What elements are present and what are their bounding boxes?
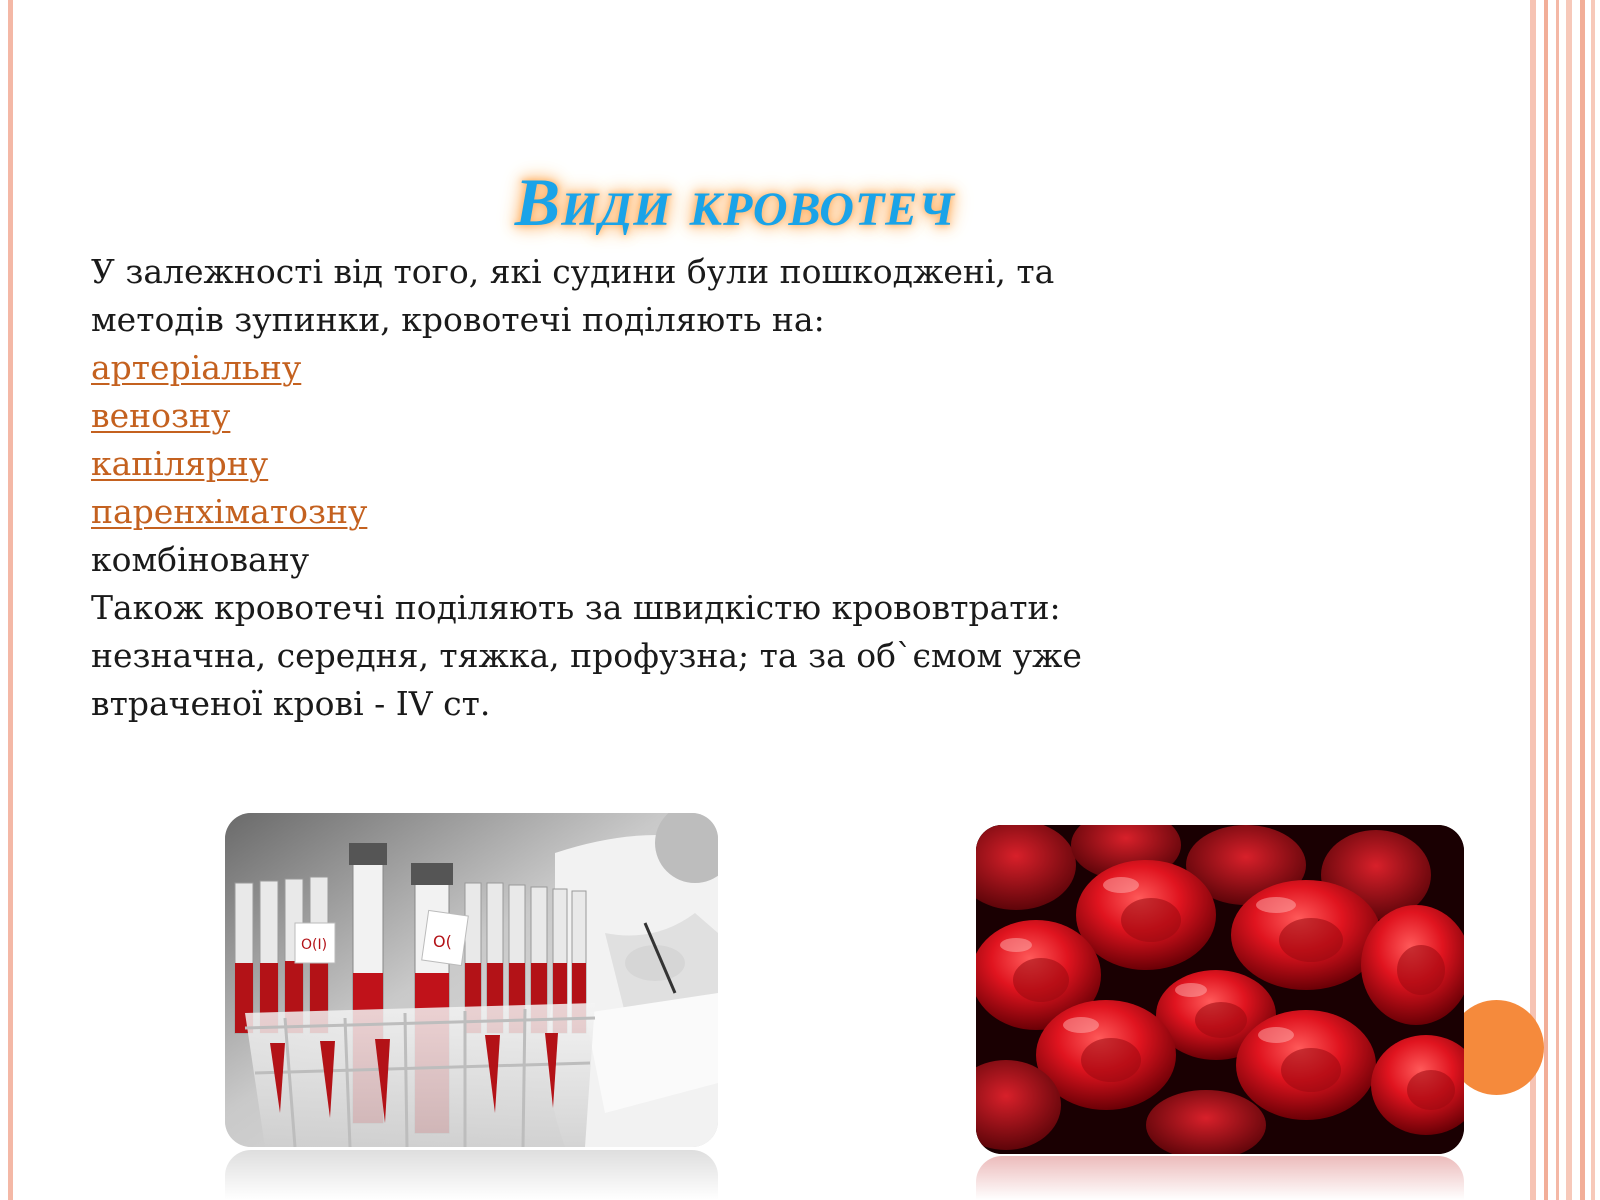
frame-line-right [1566,0,1572,1200]
link-arterial[interactable]: артеріальну [91,348,302,387]
link-venous[interactable]: венозну [91,396,231,435]
tube-label: O(I) [301,937,328,953]
speed-line-1: Також кровотечі поділяють за швидкістю крововтрати: [91,588,1061,627]
image-reflection [976,1156,1464,1200]
frame-line-right [1591,0,1595,1200]
intro-line-2: методів зупинки, кровотечі поділяють на: [91,300,825,339]
intro-line-1: У залежності від того, які судини були пошкоджені, та [91,252,1055,291]
red-blood-cells-image [976,825,1464,1154]
speed-line-3: втраченої крові - IV ст. [91,684,491,723]
frame-line-right [1580,0,1585,1200]
image-reflection [225,1150,718,1200]
link-capillary[interactable]: капілярну [91,444,269,483]
frame-line-right [1544,0,1548,1200]
type-combined: комбіновану [91,540,310,579]
link-parenchymal[interactable]: паренхіматозну [91,492,368,531]
slide-title: Види кровотеч [514,164,956,240]
slide-body [91,248,1291,728]
blood-test-tubes-image [225,813,718,1147]
speed-line-2: незначна, середня, тяжка, профузна; та за об`ємом уже [91,636,1082,675]
tube-label: O( [433,932,452,951]
frame-line-right [1556,0,1559,1200]
